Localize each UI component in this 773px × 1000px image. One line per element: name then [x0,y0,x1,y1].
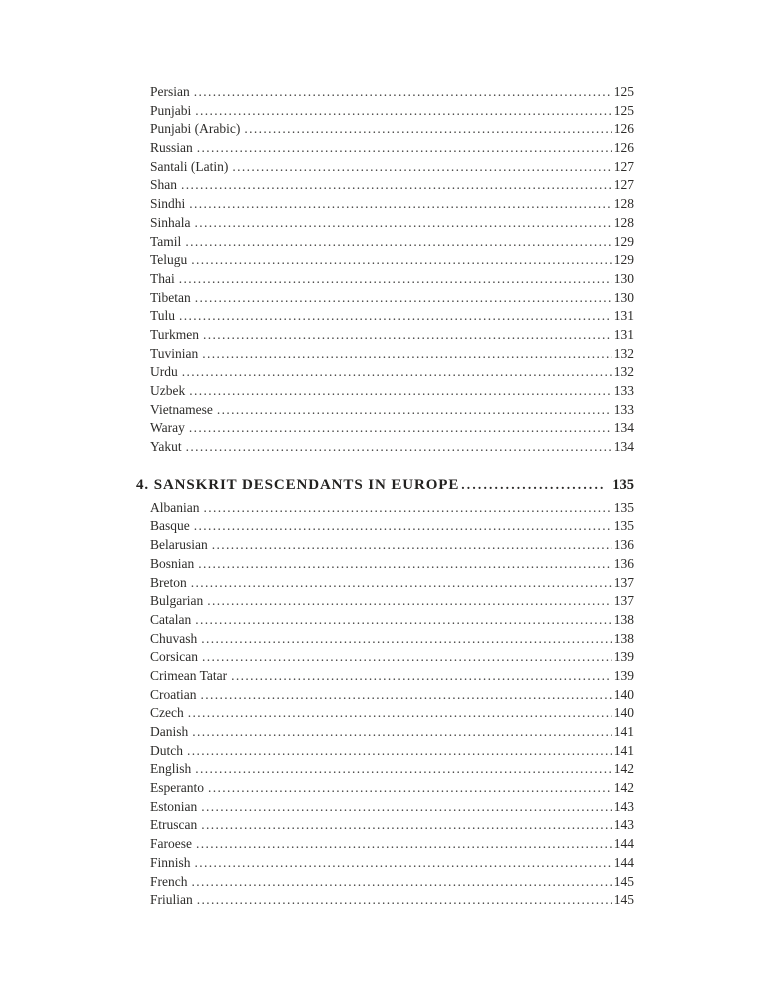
toc-entry-label: Faroese [150,836,192,852]
dot-leader [195,854,612,873]
toc-section-heading [136,473,634,497]
toc-entry [136,536,634,555]
toc-entry-page-number: 145 [613,892,634,908]
dot-leader [194,517,612,536]
table-of-contents [136,83,634,910]
toc-entry-label: Vietnamese [150,401,213,417]
toc-entry-page-number: 131 [613,308,634,324]
toc-entry-label: Crimean Tatar [150,667,228,683]
toc-entry-page-number: 139 [613,649,634,665]
toc-entry-label: Tulu [150,308,176,324]
toc-entry-label: Catalan [150,611,192,627]
dot-leader [187,742,612,761]
toc-entry-page-number: 125 [613,84,634,99]
toc-entry-page-number: 128 [613,214,634,230]
toc-entry [136,891,634,910]
dot-leader [182,363,612,382]
toc-entry-page-number: 143 [613,817,634,833]
toc-entry-label: Thai [150,270,175,286]
toc-entry-page-number: 130 [613,289,634,305]
toc-entry-page-number: 126 [613,140,634,156]
toc-entry [136,611,634,630]
toc-entry [136,83,634,102]
toc-entry [136,592,634,611]
toc-section-heading-page-number: 135 [612,476,634,493]
toc-entry-page-number: 125 [613,102,634,118]
toc-entry [136,742,634,761]
dot-leader [179,270,612,289]
dot-leader [197,139,612,158]
toc-entry [136,363,634,382]
toc-entry-label: Telugu [150,252,188,268]
toc-entry-page-number: 136 [613,555,634,571]
toc-entry [136,873,634,892]
toc-entry [136,139,634,158]
toc-entry-label: Uzbek [150,383,186,398]
toc-entry-label: Waray [150,420,185,436]
dot-leader [181,176,612,195]
toc-entry [136,270,634,289]
toc-entry-page-number: 143 [613,798,634,814]
toc-entry-page-number: 135 [613,499,634,515]
toc-entry-label: Yakut [150,439,182,455]
toc-entry-page-number: 126 [613,121,634,137]
toc-entry [136,816,634,835]
dot-leader [217,401,612,420]
toc-entry-label: Punjabi [150,102,192,118]
toc-entry-label: Tibetan [150,289,191,305]
toc-entry-label: Chuvash [150,630,198,646]
dot-leader [195,102,611,121]
toc-entry-label: Bosnian [150,555,195,571]
toc-entry-label: Estonian [150,798,198,814]
toc-entry-label: Czech [150,705,184,721]
toc-entry-label: Belarusian [150,537,208,553]
toc-section-entries [136,499,634,910]
toc-entry-page-number: 142 [613,761,634,777]
toc-entry-page-number: 141 [613,724,634,739]
toc-entry [136,102,634,121]
dot-leader [191,251,611,270]
toc-entry [136,798,634,817]
toc-entry-page-number: 127 [613,177,634,193]
dot-leader [189,419,612,438]
dot-leader [202,648,612,667]
toc-entry-page-number: 134 [613,439,634,455]
toc-entry-label: Shan [150,177,177,193]
toc-entry-page-number: 133 [613,401,634,417]
dot-leader [197,891,612,910]
toc-entry-label: Croatian [150,686,197,702]
dot-leader [231,667,612,686]
toc-entry [136,382,634,401]
toc-entry [136,779,634,798]
toc-entry-page-number: 132 [613,364,634,380]
toc-entry [136,214,634,233]
dot-leader [189,382,612,401]
dot-leader [201,798,612,817]
toc-entry [136,574,634,593]
toc-entry [136,401,634,420]
dot-leader [191,574,612,593]
toc-entry [136,499,634,518]
toc-entry [136,854,634,873]
toc-entry [136,289,634,308]
toc-entry-page-number: 140 [613,686,634,702]
toc-entry [136,345,634,364]
toc-entry-page-number: 142 [613,780,634,796]
toc-entry [136,555,634,574]
dot-leader [461,473,605,497]
toc-entry [136,326,634,345]
dot-leader [204,499,612,518]
dot-leader [195,289,612,308]
dot-leader [195,214,612,233]
toc-entry-page-number: 145 [613,873,634,889]
dot-leader [207,592,612,611]
toc-entry [136,835,634,854]
toc-entry-page-number: 132 [613,345,634,361]
dot-leader [201,816,612,835]
toc-entry [136,686,634,705]
toc-entry-page-number: 133 [613,383,634,398]
toc-entry-page-number: 139 [613,667,634,683]
toc-entry-label: Friulian [150,892,193,908]
dot-leader [203,326,612,345]
toc-entry-label: Albanian [150,499,200,515]
toc-entry-label: Finnish [150,854,191,870]
toc-entry-page-number: 137 [613,593,634,609]
toc-entries-continued [136,83,634,457]
toc-entry-label: Sinhala [150,214,191,230]
dot-leader [198,555,611,574]
dot-leader [192,723,612,742]
toc-entry [136,704,634,723]
toc-entry-label: Esperanto [150,780,204,796]
toc-entry-label: Urdu [150,364,178,380]
toc-entry-label: Tamil [150,233,182,249]
dot-leader [192,873,612,892]
toc-entry [136,176,634,195]
toc-entry-label: Tuvinian [150,345,199,361]
toc-entry-page-number: 127 [613,158,634,174]
toc-entry-page-number: 138 [613,611,634,627]
toc-entry [136,517,634,536]
dot-leader [179,307,612,326]
toc-entry-page-number: 144 [613,836,634,852]
toc-entry-page-number: 130 [613,270,634,286]
toc-entry-page-number: 134 [613,420,634,436]
dot-leader [188,704,612,723]
toc-entry-label: Sindhi [150,196,186,212]
toc-entry-page-number: 131 [613,326,634,342]
dot-leader [195,760,611,779]
toc-entry-page-number: 141 [613,742,634,758]
toc-entry [136,760,634,779]
toc-entry [136,158,634,177]
dot-leader [186,438,612,457]
dot-leader [196,835,612,854]
toc-entry-page-number: 138 [613,630,634,646]
toc-entry-label: Santali (Latin) [150,158,229,174]
toc-entry-label: Dutch [150,742,183,758]
toc-entry [136,419,634,438]
dot-leader [208,779,612,798]
dot-leader [189,195,611,214]
toc-entry-page-number: 135 [613,518,634,534]
toc-entry-page-number: 144 [613,854,634,870]
toc-entry-page-number: 129 [613,252,634,268]
dot-leader [201,630,612,649]
toc-entry-label: English [150,761,192,777]
toc-entry-label: Punjabi (Arabic) [150,121,241,137]
dot-leader [244,120,611,139]
toc-entry [136,195,634,214]
toc-entry [136,233,634,252]
toc-entry [136,120,634,139]
toc-entry-label: French [150,873,188,889]
toc-entry-label: Danish [150,724,189,739]
toc-entry [136,723,634,742]
dot-leader [202,345,611,364]
toc-entry-label: Basque [150,518,190,534]
toc-entry-page-number: 128 [613,196,634,212]
toc-section-heading-label: 4. SANSKRIT DESCENDANTS IN EUROPE [136,476,460,493]
toc-entry-label: Turkmen [150,326,200,342]
toc-entry [136,667,634,686]
toc-entry-label: Bulgarian [150,593,204,609]
dot-leader [232,158,611,177]
toc-entry-page-number: 129 [613,233,634,249]
dot-leader [185,233,611,252]
dot-leader [201,686,612,705]
toc-entry [136,438,634,457]
toc-entry-label: Corsican [150,649,198,665]
toc-entry-page-number: 137 [613,574,634,590]
toc-entry [136,630,634,649]
dot-leader [194,83,612,102]
toc-entry-page-number: 140 [613,705,634,721]
toc-entry [136,648,634,667]
toc-entry-label: Etruscan [150,817,198,833]
toc-entry-label: Russian [150,140,193,156]
dot-leader [195,611,612,630]
toc-entry-label: Persian [150,84,190,99]
dot-leader [212,536,612,555]
toc-entry-label: Breton [150,574,187,590]
toc-entry [136,307,634,326]
toc-entry [136,251,634,270]
toc-entry-page-number: 136 [613,537,634,553]
